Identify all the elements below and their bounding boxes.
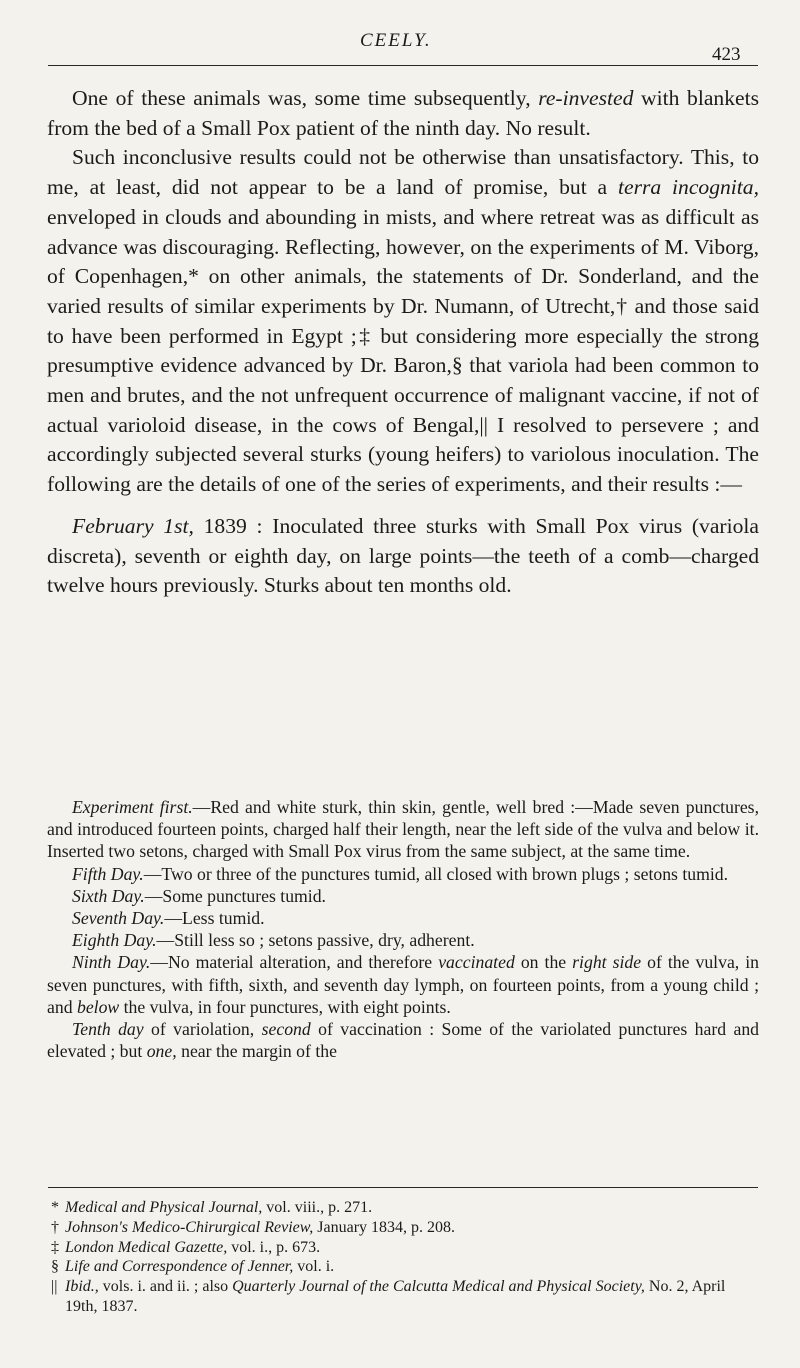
footnote-mark: * bbox=[51, 1199, 59, 1216]
footnote-dagger bbox=[47, 1218, 759, 1238]
italic-span: Quarterly Journal of the Calcutta Medical and Physical Society, bbox=[232, 1278, 645, 1296]
tenth-day-note bbox=[47, 1018, 759, 1062]
italic-span: Sixth Day. bbox=[72, 885, 145, 906]
footnote-mark: § bbox=[51, 1258, 59, 1276]
experiment-notes bbox=[47, 796, 759, 1062]
text-span: of vaccination : Some of the variolated punctures hard and elevated ; but bbox=[47, 1019, 760, 1062]
italic-span: re-invested bbox=[538, 86, 634, 110]
italic-span: Fifth Day. bbox=[72, 863, 144, 884]
running-title: CEELY. bbox=[360, 30, 432, 51]
footnote-mark: || bbox=[51, 1278, 58, 1296]
page-number: 423 bbox=[712, 44, 741, 65]
footnotes bbox=[47, 1198, 759, 1317]
footnote-mark: ‡ bbox=[51, 1238, 59, 1256]
text-span: on the bbox=[514, 952, 573, 973]
text-span: —Red and white sturk, thin skin, gentle, well bred :—Made seven punctures, and introduced fourteen points, charged half their length, near the left side of the vulva and below it. Inserted two setons, charged with Small Pox virus from the same subject, at the same time. bbox=[47, 797, 759, 862]
italic-span: Ibid., bbox=[65, 1278, 99, 1296]
text-span: vol. i. bbox=[293, 1258, 335, 1276]
italic-span: terra incognita, bbox=[617, 175, 759, 200]
italic-span: Medical and Physical Journal, bbox=[65, 1199, 263, 1216]
eighth-day-note bbox=[47, 929, 759, 951]
experiment-first bbox=[47, 796, 759, 863]
text-span: vol. viii., p. 271. bbox=[262, 1199, 373, 1216]
sixth-day-note bbox=[47, 885, 759, 907]
text-span: No. 2, April 19th, 1837. bbox=[65, 1278, 726, 1315]
italic-span: right side bbox=[572, 952, 642, 973]
seventh-day-note bbox=[47, 907, 759, 929]
text-span: vol. i., p. 673. bbox=[227, 1238, 321, 1256]
fifth-day-note bbox=[47, 863, 759, 885]
footnote-double-dagger bbox=[47, 1238, 759, 1258]
main-text bbox=[47, 84, 759, 601]
text-span: One of these animals was, some time subsequently, bbox=[72, 86, 539, 110]
italic-span: Experiment first. bbox=[72, 797, 193, 817]
text-span: January 1834, p. 208. bbox=[313, 1218, 456, 1236]
text-span: —Less tumid. bbox=[164, 908, 265, 929]
text-span: Such inconclusive results could not be otherwise than unsatisfactory. This, to me, at least, did not appear to be a land of promise, but a bbox=[47, 145, 759, 200]
italic-span: one, bbox=[146, 1041, 177, 1062]
text-span: of the vulva, in seven punctures, with fifth, sixth, and seventh day lymph, on fourteen points, from a young child ; and bbox=[47, 952, 759, 1017]
paragraph-reinvested bbox=[47, 84, 759, 143]
ninth-day-note bbox=[47, 951, 759, 1018]
italic-span: London Medical Gazette, bbox=[65, 1238, 228, 1256]
text-span: —Two or three of the punctures tumid, all closed with brown plugs ; setons tumid. bbox=[143, 863, 729, 884]
text-span: with blankets from the bed of a Small Pox patient of the ninth day. No result. bbox=[47, 86, 759, 140]
text-span: near the margin of the bbox=[176, 1041, 337, 1062]
footnote-mark: † bbox=[51, 1218, 59, 1236]
text-span: enveloped in clouds and abounding in mists, and where retreat was as difficult as advance was discouraging. Reflecting, however, on the experiments of M. Viborg, of Copenhagen,* on other animals, the statements of Dr. Sonderland, and the varied results of similar experiments by Dr. Numann, of Utrecht,† and those said to have been performed in Egypt ;‡ but considering more especially the strong presumptive evidence advanced by Dr. Baron,§ that variola had been common to men and brutes, and the not unfrequent occurrence of malignant vaccine, if not of actual varioloid disease, in the cows of Bengal,|| I resolved to persevere ; and accordingly subjected several sturks (young heifers) to variolous inoculation. The following are the details of one of the series of experiments, and their results :— bbox=[47, 204, 759, 497]
running-head bbox=[0, 28, 800, 65]
footnote-rule bbox=[48, 1187, 758, 1188]
italic-span: second bbox=[261, 1019, 311, 1040]
text-span: —Some punctures tumid. bbox=[144, 885, 326, 906]
text-span: —Still less so ; setons passive, dry, adherent. bbox=[156, 930, 475, 951]
italic-span: Ninth Day. bbox=[72, 952, 151, 973]
italic-span: February 1st, bbox=[72, 513, 194, 538]
italic-span: Life and Correspondence of Jenner, bbox=[65, 1258, 294, 1276]
footnote-section bbox=[47, 1257, 759, 1277]
text-span: the vulva, in four punctures, with eight points. bbox=[119, 996, 451, 1017]
italic-span: vaccinated bbox=[438, 952, 515, 973]
footnote-parallel bbox=[47, 1277, 759, 1317]
italic-span: Eighth Day. bbox=[72, 930, 157, 951]
italic-span: Tenth day bbox=[72, 1019, 144, 1040]
italic-span: below bbox=[76, 996, 120, 1017]
paragraph-february-1839 bbox=[47, 512, 759, 601]
header-rule bbox=[48, 65, 758, 66]
text-span: vols. i. and ii. ; also bbox=[98, 1278, 233, 1296]
text-span: of variolation, bbox=[143, 1019, 262, 1040]
italic-span: Seventh Day. bbox=[72, 908, 165, 929]
text-span: 1839 : Inoculated three sturks with Small Pox virus (variola discreta), seventh or eighth day, on large points—the teeth of a comb—charged twelve hours previously. Sturks about ten months old. bbox=[47, 513, 759, 598]
text-span: —No material alteration, and therefore bbox=[150, 952, 439, 973]
paragraph-inconclusive-results bbox=[47, 143, 759, 499]
footnote-asterisk bbox=[47, 1198, 759, 1218]
italic-span: Johnson's Medico-Chirurgical Review, bbox=[65, 1218, 314, 1236]
